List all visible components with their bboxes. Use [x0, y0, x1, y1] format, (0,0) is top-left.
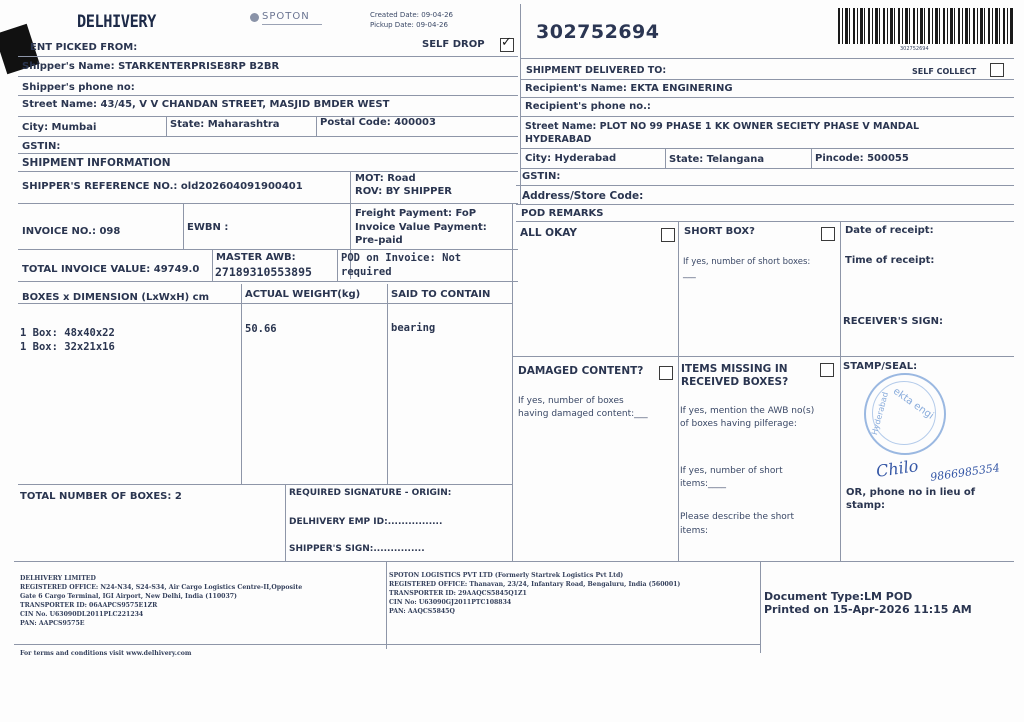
handwritten-phone: 9866985354: [929, 461, 1001, 484]
ewbn: EWBN :: [187, 222, 229, 233]
delhivery-footer-line: PAN: AAPCS9575E: [20, 620, 85, 627]
divider: [18, 281, 518, 282]
divider: [18, 95, 518, 96]
shipment-info-heading: SHIPMENT INFORMATION: [22, 157, 171, 169]
receivers-sign: RECEIVER'S SIGN:: [843, 316, 943, 327]
delhivery-emp-id: DELHIVERY EMP ID:................: [289, 517, 443, 527]
terms-link[interactable]: For terms and conditions visit www.delhivery.com: [20, 650, 192, 657]
divider: [512, 204, 513, 561]
mot: MOT: Road: [355, 173, 416, 184]
shipper-name: Shipper's Name: STARKENTERPRISE8RP B2BR: [22, 61, 280, 72]
divider: [183, 203, 184, 249]
divider: [520, 168, 1014, 169]
col-boxes-dimension: BOXES x DIMENSION (LxWxH) cm: [22, 292, 210, 303]
divider: [520, 116, 1014, 117]
short-items-note: If yes, number of short: [680, 466, 783, 476]
items-missing-label: ITEMS MISSING IN: [681, 363, 788, 375]
all-okay-label: ALL OKAY: [520, 227, 577, 239]
recipient-name: Recipient's Name: EKTA ENGINERING: [525, 83, 733, 94]
delhivery-footer: [20, 574, 302, 628]
spoton-footer-line: REGISTERED OFFICE: Thanavan, 23/24, Infantary Road, Bengaluru, India (560001): [389, 581, 681, 588]
barcode-caption: 302752694: [900, 46, 929, 52]
spoton-footer-line: PAN: AAQCS5845Q: [389, 608, 455, 615]
invoice-no: INVOICE NO.: 098: [22, 226, 121, 237]
pickup-date: Pickup Date: 09-04-26: [370, 21, 448, 29]
center-divider: [520, 4, 521, 204]
freight-payment: Freight Payment: FoP: [355, 208, 477, 219]
shipper-postal: Postal Code: 400003: [320, 117, 436, 128]
damaged-content-label: DAMAGED CONTENT?: [518, 365, 644, 377]
recipient-street-city: HYDERABAD: [525, 134, 592, 145]
items-missing-label-2: RECEIVED BOXES?: [681, 376, 789, 388]
self-collect-checkbox[interactable]: [990, 63, 1004, 77]
pod-on-invoice-value: required: [341, 266, 392, 278]
divider: [516, 221, 1014, 222]
spoton-footer-line: SPOTON LOGISTICS PVT LTD (Formerly Startrek Logistics Pvt Ltd): [389, 572, 624, 579]
self-drop-label: SELF DROP: [422, 39, 485, 50]
awb-number: 302752694: [536, 21, 660, 43]
describe-short-items: Please describe the short: [680, 512, 795, 522]
divider: [241, 284, 242, 484]
col-actual-weight: ACTUAL WEIGHT(kg): [245, 289, 361, 300]
shipper-state: State: Maharashtra: [170, 119, 280, 130]
shipper-street: Street Name: 43/45, V V CHANDAN STREET, MASJID BMDER WEST: [22, 99, 390, 110]
divider: [285, 484, 286, 561]
delhivery-footer-line: REGISTERED OFFICE: N24-N34, S24-S34, Air Cargo Logistics Centre-II,Opposite: [20, 584, 303, 591]
invoice-value-payment: Invoice Value Payment:: [355, 222, 487, 233]
phone-in-lieu-stamp: stamp:: [846, 500, 886, 511]
delhivery-footer-line: Gate 6 Cargo Terminal, IGI Airport, New Delhi, India (110037): [20, 593, 237, 600]
divider: [512, 356, 1014, 357]
total-boxes: TOTAL NUMBER OF BOXES: 2: [20, 491, 182, 502]
awb-barcode: [838, 8, 1014, 44]
divider: [18, 136, 518, 137]
required-signature-origin: REQUIRED SIGNATURE - ORIGIN:: [289, 488, 452, 498]
stamp-seal-label: STAMP/SEAL:: [843, 361, 918, 372]
divider: [166, 116, 167, 136]
divider: [665, 148, 666, 168]
divider: [337, 249, 338, 281]
divider: [18, 153, 518, 154]
missing-note: If yes, mention the AWB no(s): [680, 406, 815, 416]
divider: [520, 148, 1014, 149]
missing-note-pilferage: of boxes having pilferage:: [680, 419, 797, 429]
recipient-pincode: Pincode: 500055: [815, 153, 909, 164]
self-collect-label: SELF COLLECT: [912, 67, 977, 76]
divider: [18, 484, 513, 485]
divider: [840, 221, 841, 561]
checkmark-icon: ✓: [501, 35, 512, 50]
divider: [212, 249, 213, 281]
short-box-label: SHORT BOX?: [684, 226, 755, 237]
spoton-underline: [262, 24, 322, 25]
master-awb-label: MASTER AWB:: [216, 252, 296, 263]
time-of-receipt: Time of receipt:: [845, 255, 935, 266]
spoton-mark-icon: [250, 13, 259, 22]
phone-in-lieu: OR, phone no in lieu of: [846, 487, 976, 498]
spoton-footer: [389, 571, 680, 616]
box-line-1: 1 Box: 48x40x22: [20, 327, 115, 339]
spoton-logo-text: SPOTON: [262, 11, 310, 22]
address-store-code: Address/Store Code:: [522, 190, 644, 202]
total-invoice-value: TOTAL INVOICE VALUE: 49749.0: [22, 264, 200, 275]
divider: [18, 171, 518, 172]
short-box-note: If yes, number of short boxes:: [683, 257, 811, 267]
divider: [18, 249, 518, 250]
divider: [520, 79, 1014, 80]
damaged-note-count: having damaged content:___: [518, 409, 648, 419]
spoton-logo: [250, 11, 330, 29]
divider: [316, 116, 317, 136]
recipient-gstin: GSTIN:: [522, 171, 561, 182]
recipient-state: State: Telangana: [669, 154, 765, 165]
company-stamp: [864, 373, 946, 455]
spoton-footer-line: TRANSPORTER ID: 29AAQCS5845Q1Z1: [389, 590, 527, 597]
divider: [516, 185, 1014, 186]
divider: [18, 116, 518, 117]
divider: [18, 76, 518, 77]
stamp-company-text: ekta engi: [890, 385, 936, 422]
printed-on: Printed on 15-Apr-2026 11:15 AM: [764, 603, 972, 616]
recipient-city: City: Hyderabad: [525, 153, 617, 164]
footer-divider: [14, 561, 1014, 562]
delhivery-footer-line: DELHIVERY LIMITED: [20, 575, 96, 582]
stamp-city-text: Hyderabad: [869, 391, 891, 436]
divider: [520, 97, 1014, 98]
shipper-sign: SHIPPER'S SIGN:...............: [289, 544, 425, 554]
document-type: Document Type:LM POD: [764, 590, 913, 603]
divider: [14, 644, 760, 645]
delhivery-logo: DELHIVERY: [77, 12, 156, 32]
pod-on-invoice: POD on Invoice: Not: [341, 252, 462, 264]
divider: [387, 284, 388, 484]
rov: ROV: BY SHIPPER: [355, 186, 452, 197]
invoice-value-payment-type: Pre-paid: [355, 235, 403, 246]
divider: [678, 221, 679, 561]
shipper-gstin: GSTIN:: [22, 141, 61, 152]
divider: [18, 303, 513, 304]
damaged-content-checkbox[interactable]: [659, 366, 673, 380]
divider: [386, 561, 387, 649]
divider: [18, 203, 518, 204]
date-of-receipt: Date of receipt:: [845, 225, 934, 236]
short-box-checkbox[interactable]: [821, 227, 835, 241]
actual-weight-value: 50.66: [245, 323, 277, 335]
short-items-count: items:____: [680, 479, 727, 489]
created-date: Created Date: 09-04-26: [370, 11, 454, 19]
delhivery-footer-line: TRANSPORTER ID: 06AAPCS9575E1ZR: [20, 602, 158, 609]
master-awb-value: 27189310553895: [215, 265, 312, 279]
short-box-blank: ___: [683, 269, 696, 279]
all-okay-checkbox[interactable]: [661, 228, 675, 242]
divider: [811, 148, 812, 168]
damaged-note: If yes, number of boxes: [518, 396, 624, 406]
box-line-2: 1 Box: 32x21x16: [20, 341, 115, 353]
spoton-footer-line: CIN No: U63090GJ2011PTC108834: [389, 599, 512, 606]
divider: [18, 56, 518, 57]
col-said-to-contain: SAID TO CONTAIN: [391, 289, 491, 300]
said-to-contain-value: bearing: [391, 322, 436, 334]
items-missing-checkbox[interactable]: [820, 363, 834, 377]
delivered-to-heading: SHIPMENT DELIVERED TO:: [526, 65, 667, 76]
self-drop-checkbox[interactable]: [500, 35, 514, 52]
shipper-phone: Shipper's phone no:: [22, 82, 135, 93]
divider: [520, 58, 1014, 59]
recipient-phone: Recipient's phone no.:: [525, 101, 651, 112]
divider: [516, 204, 1014, 205]
shipper-city: City: Mumbai: [22, 122, 97, 133]
describe-short-items-field: items:: [680, 526, 709, 536]
delhivery-footer-line: CIN No. U63090DL2011PLC221234: [20, 611, 144, 618]
pickup-heading: ENT PICKED FROM:: [30, 42, 138, 53]
divider: [760, 561, 761, 653]
recipient-street: Street Name: PLOT NO 99 PHASE 1 KK OWNER SECIETY PHASE V MANDAL: [525, 121, 920, 132]
shipper-reference: SHIPPER'S REFERENCE NO.: old202604091900401: [22, 181, 303, 192]
pod-remarks-heading: POD REMARKS: [521, 208, 604, 219]
handwritten-signature: Chilo: [874, 456, 920, 481]
